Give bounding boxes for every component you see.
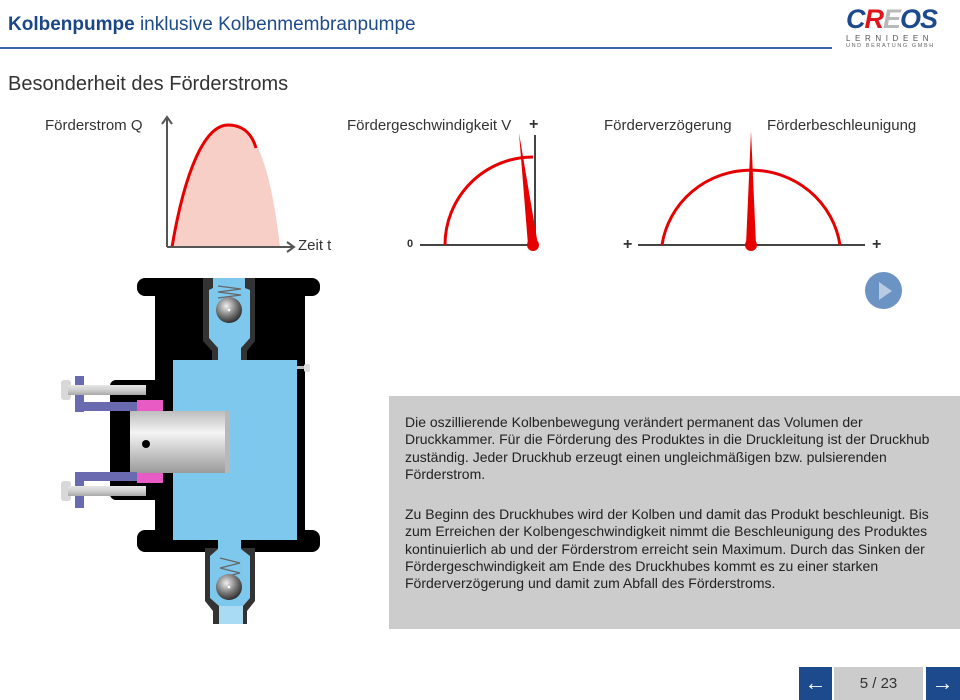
acceleration-gauge bbox=[635, 130, 875, 255]
previous-page-button[interactable] bbox=[799, 667, 832, 700]
next-page-button[interactable] bbox=[926, 667, 960, 700]
section-title: Besonderheit des Förderstroms bbox=[8, 73, 289, 95]
logo-wordmark: CREOS bbox=[846, 4, 938, 34]
acceleration-left-plus: + bbox=[623, 236, 633, 253]
velocity-zero: 0 bbox=[407, 238, 414, 250]
explanation-paragraph-2: Zu Beginn des Druckhubes wird der Kolben und damit das Produkt beschleunigt. Bis zum Erreichen der Kolbengeschwindigkeit nimmt die Beschleunigung des Produktes kontinuierlich ab und der Förderstrom erreicht sein Maximum. Durch das Sinken der Fördergeschwindigkeit am Ende des Druckhubes kommt es zu einer starken Förderverzögerung und damit zum Abfall des Förderstroms. bbox=[405, 506, 929, 592]
explanation-panel bbox=[389, 396, 960, 629]
creos-logo bbox=[840, 4, 958, 50]
velocity-plus: + bbox=[529, 116, 539, 133]
play-icon bbox=[879, 282, 892, 300]
arrow-left-icon: ← bbox=[804, 670, 827, 695]
deceleration-label: Förderverzögerung bbox=[604, 117, 732, 134]
header-divider bbox=[0, 47, 832, 49]
flow-rate-chart bbox=[150, 110, 300, 255]
velocity-gauge bbox=[415, 130, 545, 255]
explanation-paragraph-1: Die oszillierende Kolbenbewegung verändert permanent das Volumen der Druckkammer. Für die Förderung des Produktes in die Druckleitung ist der Druckhub zuständig. Jeder Druckhub erzeugt einen ungleichmäßigen bzw. pulsierenden Förderstrom. bbox=[405, 414, 930, 482]
logo-line1: LERNIDEEN bbox=[846, 34, 934, 43]
title-bold: Kolbenpumpe bbox=[8, 14, 135, 35]
play-button[interactable] bbox=[865, 272, 902, 309]
flow-y-label: Förderstrom Q bbox=[45, 117, 143, 134]
header bbox=[0, 0, 960, 52]
page-title bbox=[8, 14, 416, 36]
arrow-right-icon: → bbox=[931, 670, 954, 695]
flow-x-label: Zeit t bbox=[298, 237, 332, 254]
title-subtitle: inklusive Kolbenmembranpumpe bbox=[134, 14, 416, 35]
page-indicator: 5 / 23 bbox=[834, 667, 923, 700]
acceleration-label: Förderbeschleunigung bbox=[767, 117, 917, 134]
velocity-label: Fördergeschwindigkeit V bbox=[347, 117, 512, 134]
logo-line2: UND BERATUNG GMBH bbox=[846, 43, 935, 49]
acceleration-right-plus: + bbox=[872, 236, 882, 253]
piston-pump-illustration bbox=[55, 276, 320, 624]
